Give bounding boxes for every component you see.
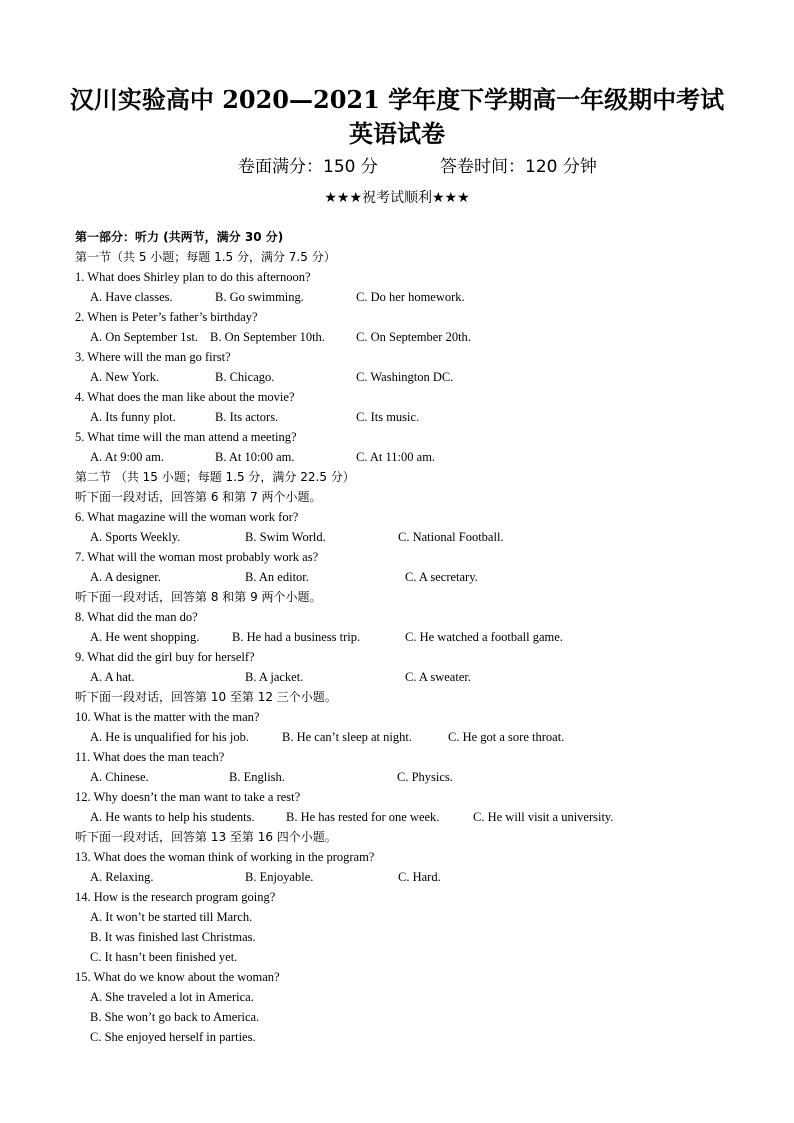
option-b: B. English. — [229, 770, 285, 784]
option-a: A. Sports Weekly. — [90, 530, 181, 544]
option-b: B. Go swimming. — [215, 290, 304, 304]
option-a: A. He went shopping. — [90, 630, 200, 644]
question-stem: 4. What does the man like about the movie? — [75, 390, 295, 404]
question-stem: 12. Why doesn’t the man want to take a rest? — [75, 790, 301, 804]
question-stem: 11. What does the man teach? — [75, 750, 225, 764]
question-options — [75, 407, 765, 427]
option-c: C. A sweater. — [405, 670, 471, 684]
instruction: 听下面一段对话，回答第 13 至第 16 四个小题。 — [75, 830, 337, 844]
section2-heading: 第二节 （共 15 小题；每题 1.5 分，满分 22.5 分） — [75, 470, 355, 484]
option-b: B. It was finished last Christmas. — [90, 930, 256, 944]
instruction: 听下面一段对话，回答第 8 和第 9 两个小题。 — [75, 590, 322, 604]
option-c: C. It hasn’t been finished yet. — [90, 950, 238, 964]
option-b: B. Chicago. — [215, 370, 275, 384]
option-c: C. He got a sore throat. — [448, 730, 565, 744]
question-stem: 7. What will the woman most probably work as? — [75, 550, 319, 564]
question-options — [75, 567, 765, 587]
good-luck-wish: ★★★祝考试顺利★★★ — [324, 190, 470, 206]
full-score: 卷面满分：150 分 — [238, 157, 378, 177]
question-options — [75, 287, 765, 307]
question-options — [75, 867, 765, 887]
question-options — [75, 767, 765, 787]
question-stem: 15. What do we know about the woman? — [75, 970, 280, 984]
option-b: B. Its actors. — [215, 410, 279, 424]
listening-section — [75, 227, 765, 1047]
option-a: A. A designer. — [90, 570, 161, 584]
part1-heading: 第一部分：听力 (共两节，满分 30 分) — [75, 230, 284, 244]
option-c: C. Do her homework. — [356, 290, 465, 304]
option-a: A. He wants to help his students. — [90, 810, 255, 824]
option-c: C. He watched a football game. — [405, 630, 563, 644]
question-stem: 6. What magazine will the woman work for? — [75, 510, 299, 524]
question-options — [75, 627, 765, 647]
option-c: C. At 11:00 am. — [356, 450, 436, 464]
option-a: A. Chinese. — [90, 770, 149, 784]
option-c: C. Washington DC. — [356, 370, 454, 384]
question-options — [75, 527, 765, 547]
option-a: A. At 9:00 am. — [90, 450, 164, 464]
instruction: 听下面一段对话，回答第 6 和第 7 两个小题。 — [75, 490, 322, 504]
option-a: A. On September 1st. — [90, 330, 198, 344]
question-options — [75, 447, 765, 467]
time-limit: 答卷时间：120 分钟 — [440, 157, 597, 177]
section1-heading: 第一节（共 5 小题；每题 1.5 分，满分 7.5 分） — [75, 250, 336, 264]
question-options — [75, 327, 765, 347]
exam-title: 汉川实验高中 2020—2021 学年度下学期高一年级期中考试 — [69, 85, 725, 114]
question-stem: 14. How is the research program going? — [75, 890, 276, 904]
question-options — [75, 727, 765, 747]
option-b: B. A jacket. — [245, 670, 304, 684]
question-stem: 8. What did the man do? — [75, 610, 198, 624]
option-a: A. She traveled a lot in America. — [90, 990, 254, 1004]
question-stem: 13. What does the woman think of working in the program? — [75, 850, 375, 864]
option-b: B. He can’t sleep at night. — [282, 730, 412, 744]
option-b: B. Enjoyable. — [245, 870, 314, 884]
question-options — [75, 667, 765, 687]
option-c: C. She enjoyed herself in parties. — [90, 1030, 256, 1044]
option-b: B. Swim World. — [245, 530, 326, 544]
option-b: B. He has rested for one week. — [286, 810, 440, 824]
question-stem: 10. What is the matter with the man? — [75, 710, 260, 724]
option-c: C. Hard. — [398, 870, 441, 884]
question-options — [75, 367, 765, 387]
option-a: A. Relaxing. — [90, 870, 154, 884]
option-a: A. A hat. — [90, 670, 135, 684]
question-stem: 9. What did the girl buy for herself? — [75, 650, 255, 664]
option-a: A. It won’t be started till March. — [90, 910, 253, 924]
option-b: B. On September 10th. — [210, 330, 325, 344]
option-c: C. A secretary. — [405, 570, 478, 584]
option-c: C. Its music. — [356, 410, 420, 424]
option-a: A. Its funny plot. — [90, 410, 176, 424]
exam-subject: 英语试卷 — [349, 119, 445, 148]
instruction: 听下面一段对话，回答第 10 至第 12 三个小题。 — [75, 690, 337, 704]
option-c: C. Physics. — [397, 770, 453, 784]
option-c: C. On September 20th. — [356, 330, 471, 344]
option-a: A. He is unqualified for his job. — [90, 730, 250, 744]
option-b: B. At 10:00 am. — [215, 450, 295, 464]
question-options — [75, 807, 765, 827]
question-stem: 1. What does Shirley plan to do this afternoon? — [75, 270, 311, 284]
question-stem: 2. When is Peter’s father’s birthday? — [75, 310, 258, 324]
option-b: B. He had a business trip. — [232, 630, 361, 644]
option-c: C. He will visit a university. — [473, 810, 614, 824]
question-stem: 5. What time will the man attend a meeting? — [75, 430, 297, 444]
option-a: A. Have classes. — [90, 290, 173, 304]
option-a: A. New York. — [90, 370, 160, 384]
question-stem: 3. Where will the man go first? — [75, 350, 231, 364]
option-c: C. National Football. — [398, 530, 504, 544]
option-b: B. An editor. — [245, 570, 309, 584]
option-b: B. She won’t go back to America. — [90, 1010, 260, 1024]
